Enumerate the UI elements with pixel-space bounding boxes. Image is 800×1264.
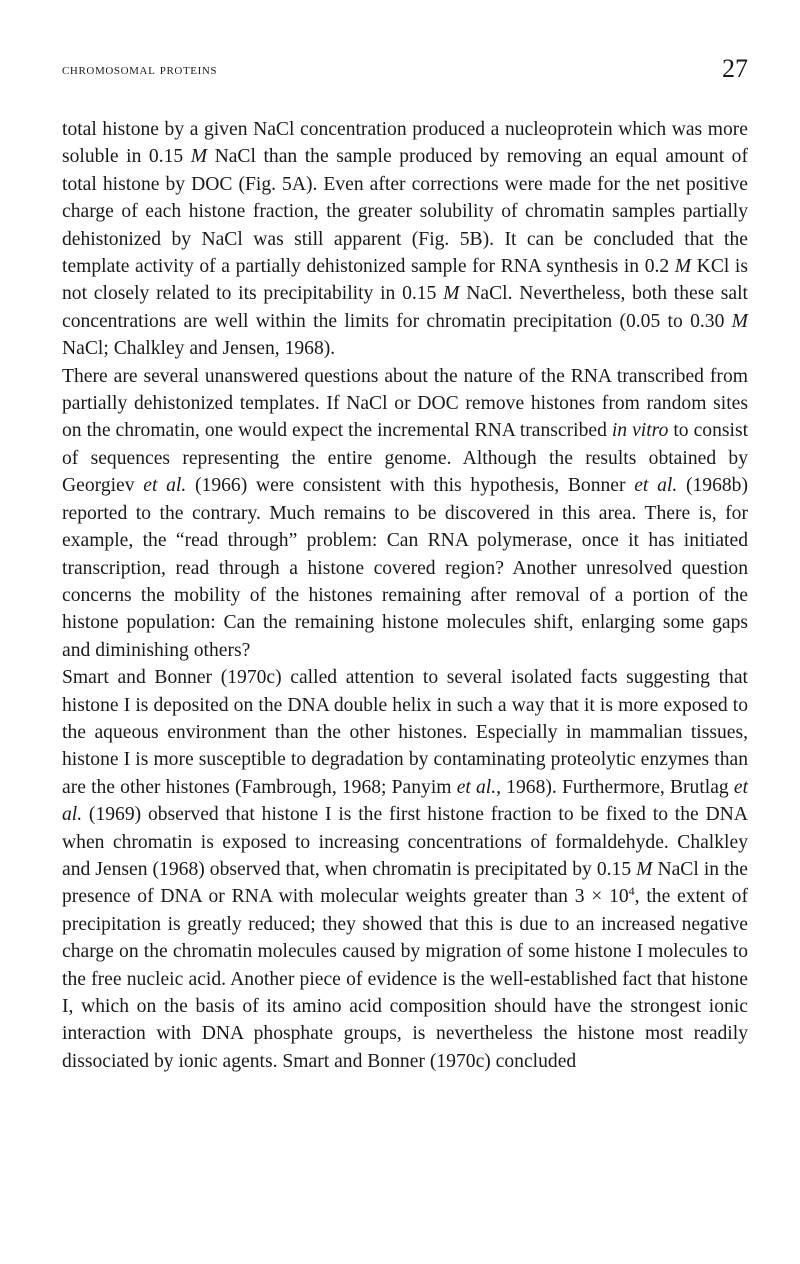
text-run: Smart and Bonner (1970c) called attention to several isolated facts suggesting that histone I is deposited on the DNA double helix in such a way that it is more exposed to the aqueous environment than the other histones. Especially in mammalian tissues, histone I is more susceptible to degradation by contaminating proteolytic enzymes than are the other histones (Fambrough, 1968; Panyim [62, 667, 748, 798]
text-run: (1966) were consistent with this hypothesis, Bonner [186, 475, 635, 497]
body-text [62, 116, 748, 1075]
text-run: NaCl; Chalkley and Jensen, 1968). [62, 338, 336, 360]
italic-text: M [731, 310, 748, 332]
book-page [62, 52, 748, 1075]
paragraph-1 [62, 116, 748, 363]
superscript: 4 [628, 884, 635, 899]
italic-text: M [443, 283, 460, 305]
italic-text: et al. [62, 776, 749, 826]
italic-text: M [190, 146, 208, 168]
paragraph-2 [62, 363, 748, 664]
text-run: NaCl. Nevertheless, both these salt concentrations are well within the limits for chromatin precipitation (0.05 to 0.30 [62, 283, 748, 332]
text-run: NaCl in the presence of DNA or RNA with molecular weights greater than 3 × 10 [62, 858, 749, 908]
italic-text: et al., [456, 776, 502, 798]
text-run: total histone by a given NaCl concentration produced a nucleoprotein which was more soluble in 0.15 [62, 119, 748, 168]
italic-text: in vitro [611, 420, 669, 442]
text-run: KCl is not closely related to its precipitability in 0.15 [62, 256, 748, 305]
text-run: to consist of sequences representing the entire genome. Although the results obtained by Georgiev [62, 420, 749, 497]
italic-text: et al. [143, 475, 187, 497]
running-title: chromosomal proteins [62, 62, 218, 78]
italic-text: M [636, 858, 653, 880]
text-run: 1968). Furthermore, Brutlag [501, 776, 734, 798]
paragraph-3 [62, 664, 748, 1075]
text-run: (1969) observed that histone I is the first histone fraction to be fixed to the DNA when chromatin is exposed to increasing concentrations of formaldehyde. Chalkley and Jensen (1968) observed that, when chromatin is precipitated by 0.15 [62, 804, 748, 880]
text-run: (1968b) reported to the contrary. Much remains to be discovered in this area. There is, for example, the “read through” problem: Can RNA polymerase, once it has initiated transcription, read through a histone covered region? Another unresolved question concerns the mobility of the histones remaining after removal of a portion of the histone population: Can the remaining histone molecules shift, enlarging some gaps and diminishing others? [62, 475, 748, 661]
text-run: , the extent of precipitation is greatly reduced; they showed that this is due to an increased negative charge on the chromatin molecules caused by migration of some histone I molecules to the free nucleic acid. Another piece of evidence is the well-established fact that histone I, which on the basis of its amino acid composition should have the strongest ionic interaction with DNA phosphate groups, is nevertheless the histone most readily dissociated by ionic agents. Smart and Bonner (1970c) concluded [62, 886, 748, 1072]
italic-text: M [674, 256, 692, 278]
italic-text: et al. [634, 475, 678, 497]
page-number: 27 [722, 54, 748, 83]
running-head [62, 52, 748, 92]
text-run: There are several unanswered questions about the nature of the RNA transcribed from partially dehistonized templates. If NaCl or DOC remove histones from random sites on the chromatin, one would expect the incremental RNA transcribed [62, 365, 748, 442]
text-run: NaCl than the sample produced by removing an equal amount of total histone by DOC (Fig. 5A). Even after corrections were made for the net positive charge of each histone fraction, the greater solubility of chromatin samples partially dehistonized by NaCl was still apparent (Fig. 5B). It can be concluded that the template activity of a partially dehistonized sample for RNA synthesis in 0.2 [62, 146, 748, 278]
